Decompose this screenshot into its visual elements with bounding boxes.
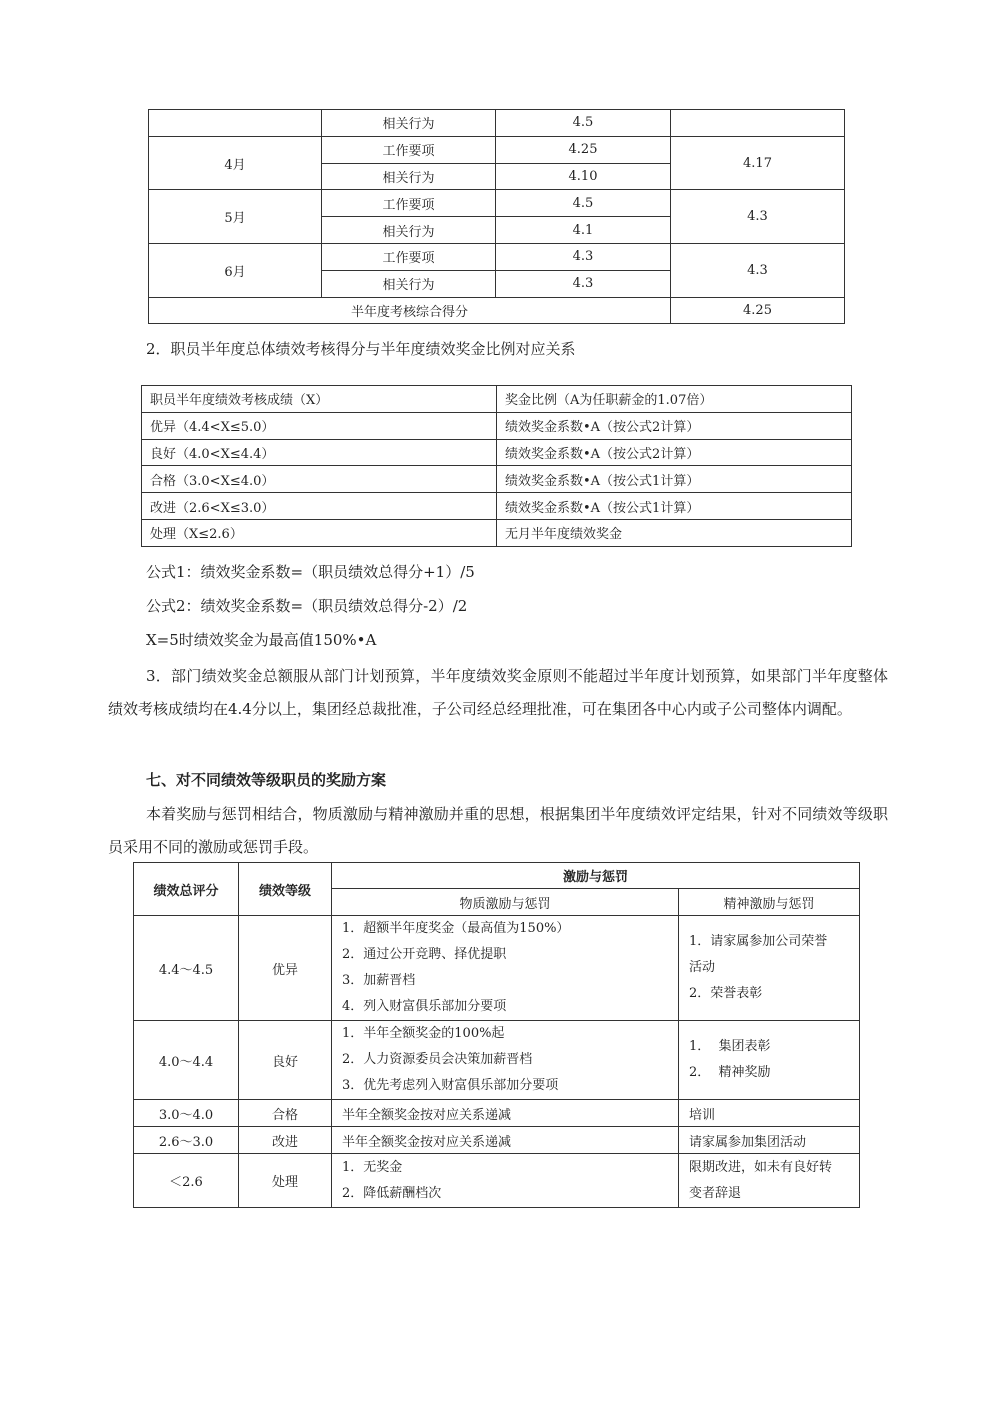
header-grade: 职员半年度绩效考核成绩（X） [142,386,497,413]
table-row [149,110,845,137]
table-row [142,439,852,466]
total-value: 4.25 [671,297,845,324]
item-cell: 相关行为 [322,270,496,297]
grade-cell: 合格（3.0<X≤4.0） [142,466,497,493]
table-row [134,916,860,1021]
list-item: 1．半年全额奖金的100%起 [342,1026,505,1041]
ratio-cell: 无月半年度绩效奖金 [497,519,852,546]
avg-cell: 4.17 [671,136,845,190]
material-cell [332,1021,679,1100]
table-row [134,1127,860,1154]
table-row [134,1100,860,1127]
list-item: 1．无奖金 [342,1159,403,1175]
table-row [149,243,845,270]
level-cell: 合格 [239,1100,332,1127]
material-cell [332,916,679,1021]
month-cell: 6月 [149,243,322,297]
max-note: X=5时绩效奖金为最高值150%•A [146,631,377,649]
monthly-score-table [148,109,845,324]
intro-paragraph: 本着奖励与惩罚相结合，物质激励与精神激励并重的思想，根据集团半年度绩效评定结果，针对不同绩效等级职员采用不同的激励或惩罚手段。 [108,805,888,856]
grade-cell: 改进（2.6<X≤3.0） [142,493,497,520]
list-item: 4．列入财富俱乐部加分要项 [342,999,507,1014]
score-cell: 3.0～4.0 [134,1100,239,1127]
ratio-cell: 绩效奖金系数•A（按公式2计算） [497,439,852,466]
month-cell: 5月 [149,190,322,244]
avg-cell [671,110,845,137]
table-row [149,297,845,324]
spirit-cell: 请家属参加集团活动 [679,1127,860,1154]
list-item: 3．优先考虑列入财富俱乐部加分要项 [342,1078,559,1093]
item-cell: 相关行为 [322,110,496,137]
score-cell: 4.1 [496,217,671,244]
score-cell: ＜2.6 [134,1154,239,1208]
list-item: 2． 精神奖励 [689,1065,771,1080]
reward-scheme-table [133,862,860,1208]
spirit-cell [679,1021,860,1100]
score-cell: 4.5 [496,110,671,137]
list-item: 2．人力资源委员会决策加薪晋档 [342,1052,533,1067]
table-row [134,1021,860,1100]
spirit-cell [679,916,860,1021]
table-row [142,519,852,546]
section7-title: 七、对不同绩效等级职员的奖励方案 [146,771,387,789]
header-spirit: 精神激励与惩罚 [679,889,860,916]
item-cell: 相关行为 [322,217,496,244]
formula-1: 公式1：绩效奖金系数=（职员绩效总得分+1）/5 [146,563,475,581]
grade-cell: 处理（X≤2.6） [142,519,497,546]
header-reward: 激励与惩罚 [332,863,860,889]
paragraph-3: 3．部门绩效奖金总额服从部门计划预算，半年度绩效奖金原则不能超过半年度计划预算，如果部门半年度整体绩效考核成绩均在4.4分以上，集团经总裁批准，子公司经总经理批准，可在集团各中心内或子公司整体内调配。 [108,667,888,718]
score-cell: 4.3 [496,243,671,270]
score-cell: 4.0～4.4 [134,1021,239,1100]
item-cell: 相关行为 [322,163,496,190]
list-item: 2．荣誉表彰 [689,986,763,1001]
item-cell: 工作要项 [322,243,496,270]
bonus-ratio-table [141,385,852,547]
table-row [142,493,852,520]
grade-cell: 优异（4.4<X≤5.0） [142,412,497,439]
spirit-cell [679,1154,860,1208]
score-cell: 4.25 [496,136,671,163]
level-cell: 改进 [239,1127,332,1154]
grade-cell: 良好（4.0<X≤4.4） [142,439,497,466]
list-item: 2．降低薪酬档次 [342,1185,442,1201]
list-item: 变者辞退 [689,1185,742,1201]
list-item: 2．通过公开竞聘、择优提职 [342,947,507,962]
level-cell: 优异 [239,916,332,1021]
material-cell [332,1154,679,1208]
header-score: 绩效总评分 [134,863,239,916]
item-cell: 工作要项 [322,190,496,217]
table-header-row [134,863,860,889]
month-cell: 4月 [149,136,322,190]
spirit-cell: 培训 [679,1100,860,1127]
ratio-cell: 绩效奖金系数•A（按公式2计算） [497,412,852,439]
avg-cell: 4.3 [671,190,845,244]
level-cell: 处理 [239,1154,332,1208]
list-item: 活动 [689,960,716,975]
header-material: 物质激励与惩罚 [332,889,679,916]
score-cell: 4.3 [496,270,671,297]
total-label: 半年度考核综合得分 [149,297,671,324]
avg-cell: 4.3 [671,243,845,297]
header-ratio: 奖金比例（A为任职薪金的1.07倍） [497,386,852,413]
list-item: 3．加薪晋档 [342,973,416,988]
table-row [149,190,845,217]
section2-title: 2．职员半年度总体绩效考核得分与半年度绩效奖金比例对应关系 [146,340,576,358]
list-item: 限期改进，如未有良好转 [689,1159,833,1175]
table-row [134,1154,860,1208]
table-row [142,466,852,493]
list-item: 1．超额半年度奖金（最高值为150%） [342,921,570,936]
list-item: 1． 集团表彰 [689,1039,771,1054]
ratio-cell: 绩效奖金系数•A（按公式1计算） [497,466,852,493]
list-item: 1．请家属参加公司荣誉 [689,934,828,949]
material-cell: 半年全额奖金按对应关系递减 [332,1127,679,1154]
table-row [142,412,852,439]
score-cell: 2.6～3.0 [134,1127,239,1154]
table-header-row [142,386,852,413]
material-cell: 半年全额奖金按对应关系递减 [332,1100,679,1127]
header-level: 绩效等级 [239,863,332,916]
score-cell: 4.5 [496,190,671,217]
formula-2: 公式2：绩效奖金系数=（职员绩效总得分-2）/2 [146,597,468,615]
table-row [149,136,845,163]
level-cell: 良好 [239,1021,332,1100]
month-cell [149,110,322,137]
ratio-cell: 绩效奖金系数•A（按公式1计算） [497,493,852,520]
item-cell: 工作要项 [322,136,496,163]
score-cell: 4.4～4.5 [134,916,239,1021]
score-cell: 4.10 [496,163,671,190]
